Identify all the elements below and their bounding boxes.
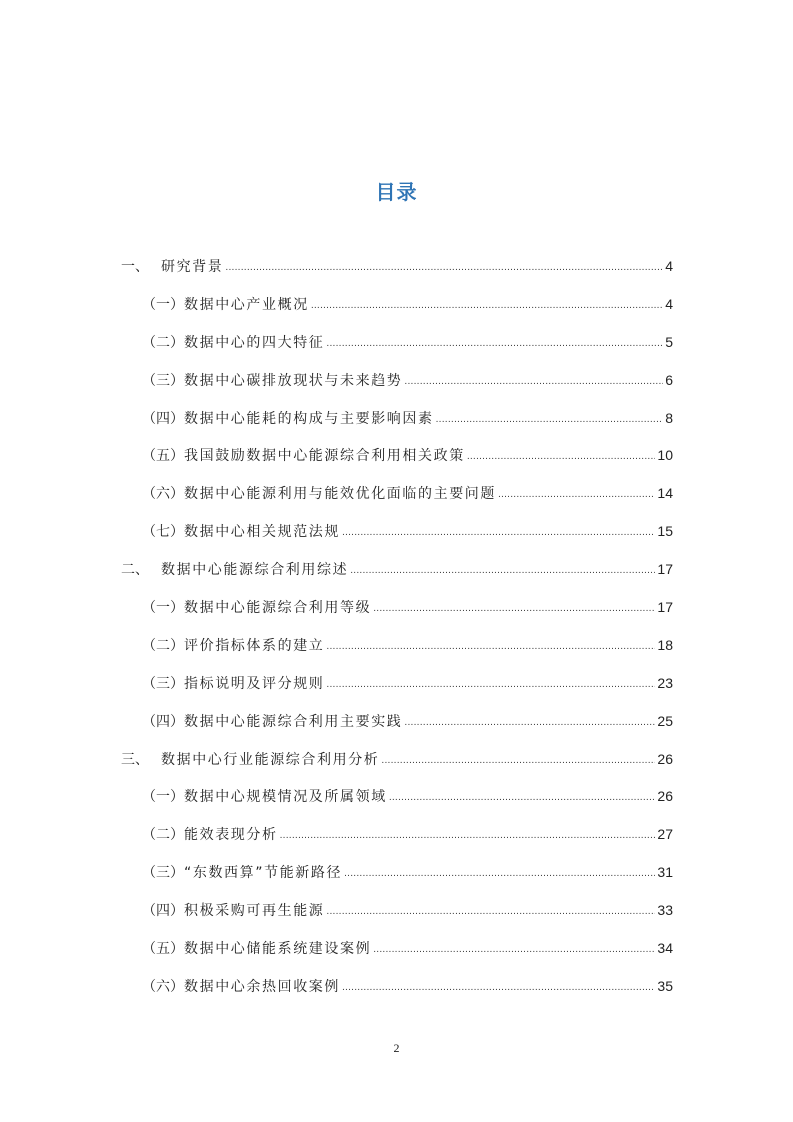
toc-section-entry[interactable]: [121, 407, 673, 445]
toc-section-entry[interactable]: [121, 444, 673, 482]
toc-entry-page-number: 31: [657, 864, 673, 881]
dot-leader: [389, 787, 656, 809]
toc-entry-page-number: 18: [657, 636, 673, 653]
toc-chapter-entry[interactable]: [121, 748, 673, 786]
toc-entry-page-number: 4: [665, 295, 673, 312]
toc-entry-page-number: 27: [657, 826, 673, 843]
dot-leader: [280, 825, 656, 847]
toc-entry-label: 数据中心相关规范法规: [184, 524, 340, 541]
toc-entry-page-number: 15: [657, 523, 673, 540]
toc-section-entry[interactable]: [121, 331, 673, 369]
toc-entry-number: （六）: [142, 486, 184, 503]
dot-leader: [373, 939, 655, 961]
toc-chapter-entry[interactable]: [121, 558, 673, 596]
toc-entry-number: （七）: [142, 524, 184, 541]
dot-leader: [373, 598, 655, 620]
toc-entry-label: 数据中心规模情况及所属领域: [184, 789, 387, 806]
toc-section-entry[interactable]: [121, 937, 673, 975]
toc-entry-page-number: 4: [665, 258, 673, 274]
toc-entry-number: 三、: [121, 751, 149, 768]
toc-section-entry[interactable]: [121, 823, 673, 861]
toc-section-entry[interactable]: [121, 596, 673, 634]
dot-leader: [404, 371, 663, 393]
toc-entry-number: （二）: [142, 637, 184, 654]
toc-entry-label: 我国鼓励数据中心能源综合利用相关政策: [184, 448, 465, 465]
toc-entry-page-number: 34: [657, 940, 673, 957]
table-of-contents: [121, 255, 673, 1013]
toc-entry-label: 评价指标体系的建立: [184, 637, 325, 654]
toc-entry-number: （六）: [142, 978, 184, 995]
toc-entry-label: 数据中心余热回收案例: [184, 978, 340, 995]
toc-entry-label: 能效表现分析: [184, 827, 278, 844]
toc-entry-number: （一）: [142, 789, 184, 806]
dot-leader: [311, 295, 663, 317]
dot-leader: [342, 977, 655, 999]
toc-section-entry[interactable]: [121, 785, 673, 823]
toc-entry-number: 二、: [121, 562, 149, 579]
toc-entry-page-number: 26: [657, 788, 673, 805]
toc-chapter-entry[interactable]: [121, 255, 673, 293]
toc-section-entry[interactable]: [121, 710, 673, 748]
toc-section-entry[interactable]: [121, 672, 673, 710]
dot-leader: [326, 333, 663, 355]
toc-entry-label: 数据中心碳排放现状与未来趋势: [184, 372, 403, 389]
dot-leader: [350, 560, 655, 582]
toc-entry-page-number: 25: [657, 712, 673, 729]
toc-entry-page-number: 10: [657, 447, 673, 464]
toc-section-entry[interactable]: [121, 520, 673, 558]
dot-leader: [467, 446, 656, 468]
toc-entry-number: （三）: [142, 372, 184, 389]
toc-entry-number: （三）: [142, 675, 184, 692]
toc-entry-number: （四）: [142, 903, 184, 920]
toc-entry-label: 研究背景: [161, 259, 224, 275]
dot-leader: [326, 674, 655, 696]
toc-entry-label: 数据中心产业概况: [184, 296, 309, 313]
toc-entry-number: （五）: [142, 941, 184, 958]
toc-entry-page-number: 23: [657, 674, 673, 691]
toc-entry-page-number: 26: [657, 750, 673, 767]
toc-entry-page-number: 33: [657, 902, 673, 919]
dot-leader: [342, 522, 655, 544]
dot-leader: [326, 901, 655, 923]
dot-leader: [326, 636, 655, 658]
toc-entry-label: 数据中心储能系统建设案例: [184, 941, 372, 958]
toc-entry-page-number: 8: [665, 409, 673, 426]
toc-entry-label: 数据中心能源利用与能效优化面临的主要问题: [184, 486, 496, 503]
toc-entry-page-number: 6: [665, 371, 673, 388]
dot-leader: [381, 750, 655, 772]
toc-section-entry[interactable]: [121, 293, 673, 331]
toc-section-entry[interactable]: [121, 975, 673, 1013]
toc-entry-label: “东数西算”节能新路径: [184, 865, 343, 882]
dot-leader: [344, 863, 655, 885]
dot-leader: [404, 712, 655, 734]
toc-entry-page-number: 5: [665, 333, 673, 350]
toc-entry-label: 数据中心能耗的构成与主要影响因素: [184, 410, 434, 427]
toc-entry-page-number: 35: [657, 977, 673, 994]
dot-leader: [498, 484, 655, 506]
toc-section-entry[interactable]: [121, 899, 673, 937]
dot-leader: [436, 409, 664, 431]
toc-entry-number: （一）: [142, 600, 184, 617]
toc-entry-number: 一、: [121, 259, 149, 275]
toc-entry-label: 数据中心的四大特征: [184, 334, 325, 351]
toc-entry-label: 指标说明及评分规则: [184, 675, 325, 692]
toc-section-entry[interactable]: [121, 482, 673, 520]
toc-section-entry[interactable]: [121, 634, 673, 672]
toc-entry-page-number: 17: [657, 599, 673, 616]
toc-entry-number: （五）: [142, 448, 184, 465]
toc-entry-number: （二）: [142, 334, 184, 351]
page-number: 2: [393, 1041, 400, 1055]
toc-entry-number: （一）: [142, 296, 184, 313]
toc-entry-label: 积极采购可再生能源: [184, 903, 325, 920]
dot-leader: [225, 257, 663, 279]
toc-entry-number: （三）: [142, 865, 184, 882]
toc-section-entry[interactable]: [121, 369, 673, 407]
toc-entry-page-number: 17: [657, 561, 673, 578]
toc-entry-label: 数据中心能源综合利用主要实践: [184, 713, 403, 730]
toc-entry-page-number: 14: [657, 485, 673, 502]
toc-entry-number: （四）: [142, 410, 184, 427]
toc-entry-label: 数据中心行业能源综合利用分析: [161, 751, 380, 768]
toc-entry-label: 数据中心能源综合利用等级: [184, 600, 372, 617]
toc-entry-label: 数据中心能源综合利用综述: [161, 562, 349, 579]
toc-entry-number: （四）: [142, 713, 184, 730]
toc-section-entry[interactable]: [121, 861, 673, 899]
toc-entry-number: （二）: [142, 827, 184, 844]
toc-title: 目录: [375, 180, 418, 204]
